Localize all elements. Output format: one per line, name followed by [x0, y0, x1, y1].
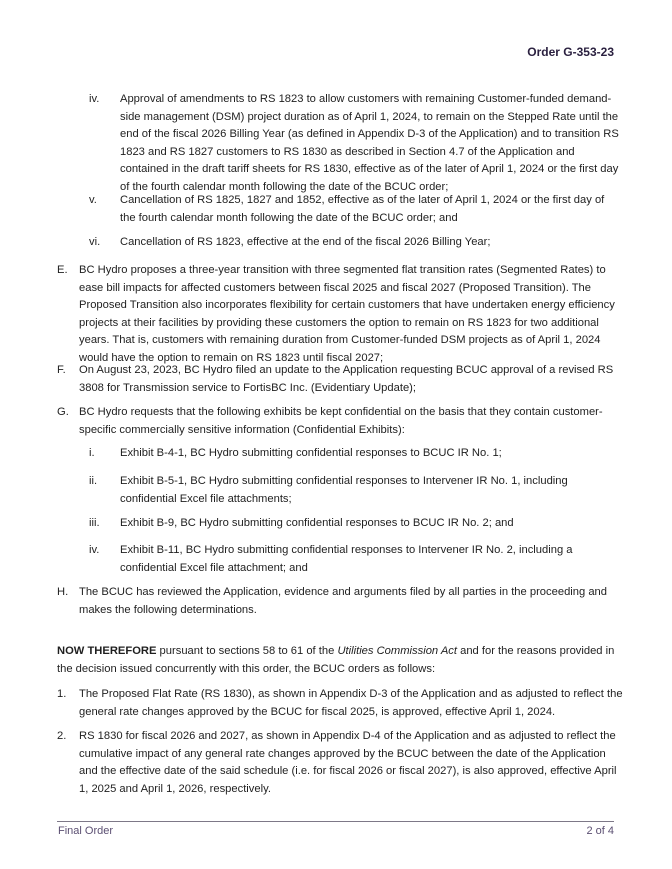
list-marker: iv.	[89, 93, 100, 105]
footer-page-number: 2 of 4	[586, 825, 614, 837]
recital-marker: H.	[57, 586, 69, 598]
footer-divider	[57, 821, 614, 822]
list-marker: v.	[89, 194, 97, 206]
act-name: Utilities Commission Act	[337, 645, 457, 657]
order-text: RS 1830 for fiscal 2026 and 2027, as shown in Appendix D-4 of the Application and as adjusted to reflect the cumulative impact of any general rate changes approved by the BCUC between the date of the Application and the effective date of the said schedule (i.e. for fiscal 2026 or fiscal 2027), is also approved, effective April 1, 2025 and April 1, 2026, respectively.	[79, 730, 617, 795]
list-marker: i.	[89, 447, 95, 459]
recital-marker: E.	[57, 264, 68, 276]
list-marker: vi.	[89, 236, 101, 248]
paragraph-text: pursuant to sections 58 to 61 of the	[156, 645, 338, 657]
footer-document-type: Final Order	[58, 825, 114, 837]
exhibit-text: Exhibit B-9, BC Hydro submitting confidential responses to BCUC IR No. 2; and	[120, 517, 514, 529]
list-item-text: Cancellation of RS 1823, effective at the end of the fiscal 2026 Billing Year;	[120, 236, 491, 248]
exhibit-text: Exhibit B-5-1, BC Hydro submitting confidential responses to Intervener IR No. 1, including confidential Excel file attachments;	[120, 475, 568, 505]
recital-text: BC Hydro requests that the following exhibits be kept confidential on the basis that they contain customer-specific commercially sensitive information (Confidential Exhibits):	[79, 406, 603, 436]
exhibit-text: Exhibit B-4-1, BC Hydro submitting confidential responses to BCUC IR No. 1;	[120, 447, 502, 459]
order-number-header: Order G-353-23	[527, 45, 614, 59]
exhibit-text: Exhibit B-11, BC Hydro submitting confidential responses to Intervener IR No. 2, including a confidential Excel file attachment; and	[120, 544, 573, 574]
paragraph-text: and for the reasons provided in the decision issued concurrently with this order, the BCUC orders as follows:	[57, 645, 615, 675]
recital-text: The BCUC has reviewed the Application, evidence and arguments filed by all parties in the proceeding and makes the following determinations.	[79, 586, 607, 616]
list-item-text: Approval of amendments to RS 1823 to allow customers with remaining Customer-funded demand-side management (DSM) project duration as of April 1, 2024, to remain on the Stepped Rate until the end of the fiscal 2026 Billing Year (as defined in Appendix D-3 of the Application) and to transition RS 1823 and RS 1827 customers to RS 1830 as described in Section 4.7 of the Application and contained in the draft tariff sheets for RS 1830, effective as of the later of April 1, 2024 or the first day of the fourth calendar month following the date of the BCUC order;	[120, 93, 619, 193]
list-item-text: Cancellation of RS 1825, 1827 and 1852, effective as of the later of April 1, 2024 or the first day of the fourth calendar month following the date of the BCUC order; and	[120, 194, 605, 224]
recital-marker: F.	[57, 364, 66, 376]
now-therefore-paragraph	[57, 643, 625, 678]
recital-text: BC Hydro proposes a three-year transition with three segmented flat transition rates (Segmented Rates) to ease bill impacts for affected customers between fiscal 2025 and fiscal 2027 (Proposed Transition). The Proposed Transition also incorporates flexibility for certain customers that have undertaken energy efficiency projects at their facilities by providing these customers the option to remain on RS 1823 for two additional years. That is, customers with remaining duration from Customer-funded DSM projects as of April 1, 2024 would have the option to remain on RS 1823 until fiscal 2027;	[79, 264, 615, 364]
list-marker: ii.	[89, 475, 98, 487]
order-marker: 2.	[57, 730, 67, 742]
list-marker: iii.	[89, 517, 100, 529]
now-therefore-bold: NOW THEREFORE	[57, 645, 157, 657]
order-text: The Proposed Flat Rate (RS 1830), as shown in Appendix D-3 of the Application and as adjusted to reflect the general rate changes approved by the BCUC for fiscal 2025, is approved, effective April 1, 2024.	[79, 688, 623, 718]
order-marker: 1.	[57, 688, 67, 700]
recital-text: On August 23, 2023, BC Hydro filed an update to the Application requesting BCUC approval of a revised RS 3808 for Transmission service to FortisBC Inc. (Evidentiary Update);	[79, 364, 614, 394]
list-marker: iv.	[89, 544, 100, 556]
recital-marker: G.	[57, 406, 69, 418]
